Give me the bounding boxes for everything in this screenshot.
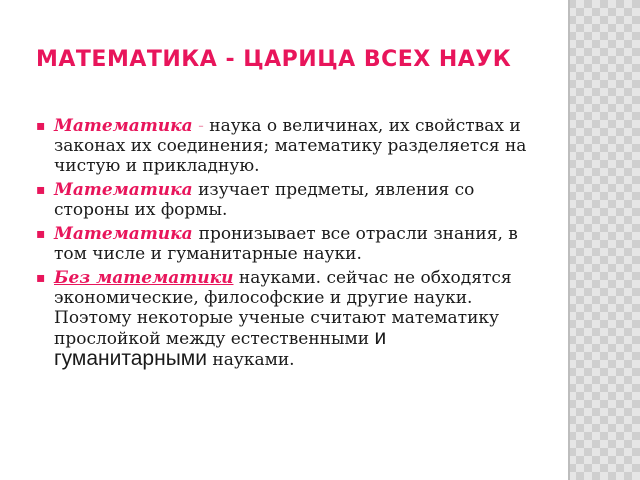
bullet-text: науками. сейчас не обходятся экономические, философские и другие науки. Поэтому некоторые ученые считают математику прослойкой между	[54, 268, 512, 349]
bullet-text-large: и гуманитарными	[54, 326, 387, 370]
bullet-marker-icon: ▪	[36, 118, 46, 134]
bullet-item-4	[36, 268, 536, 370]
slide-title: МАТЕМАТИКА - ЦАРИЦА ВСЕХ НАУК	[36, 47, 512, 72]
bullet-term: Математика	[54, 224, 199, 244]
bullet-marker-icon: ▪	[36, 226, 46, 242]
bullet-term: Математика	[54, 116, 193, 136]
bullet-marker-icon: ▪	[36, 182, 46, 198]
bullet-item-3	[36, 224, 536, 264]
bullet-list	[36, 116, 536, 374]
bullet-text: пронизывает все отрасли знания, в том числе и гуманитарные науки.	[54, 224, 518, 264]
bullet-text-end-1: естественными	[230, 329, 375, 349]
bullet-marker-icon: ▪	[36, 270, 46, 286]
bullet-term: Без математики	[54, 268, 234, 288]
bullet-text: изучает предметы, явления со стороны их формы.	[54, 180, 475, 220]
bullet-item-2	[36, 180, 536, 220]
bullet-term: Математика	[54, 180, 193, 200]
bullet-text: наука о величинах, их свойствах и законах их соединения; математику разделяется на чистую и прикладную.	[54, 116, 527, 176]
decorative-side-pattern	[568, 0, 640, 480]
bullet-text-end-3: науками.	[206, 350, 295, 370]
bullet-dash: -	[192, 116, 210, 136]
bullet-item-1	[36, 116, 536, 176]
